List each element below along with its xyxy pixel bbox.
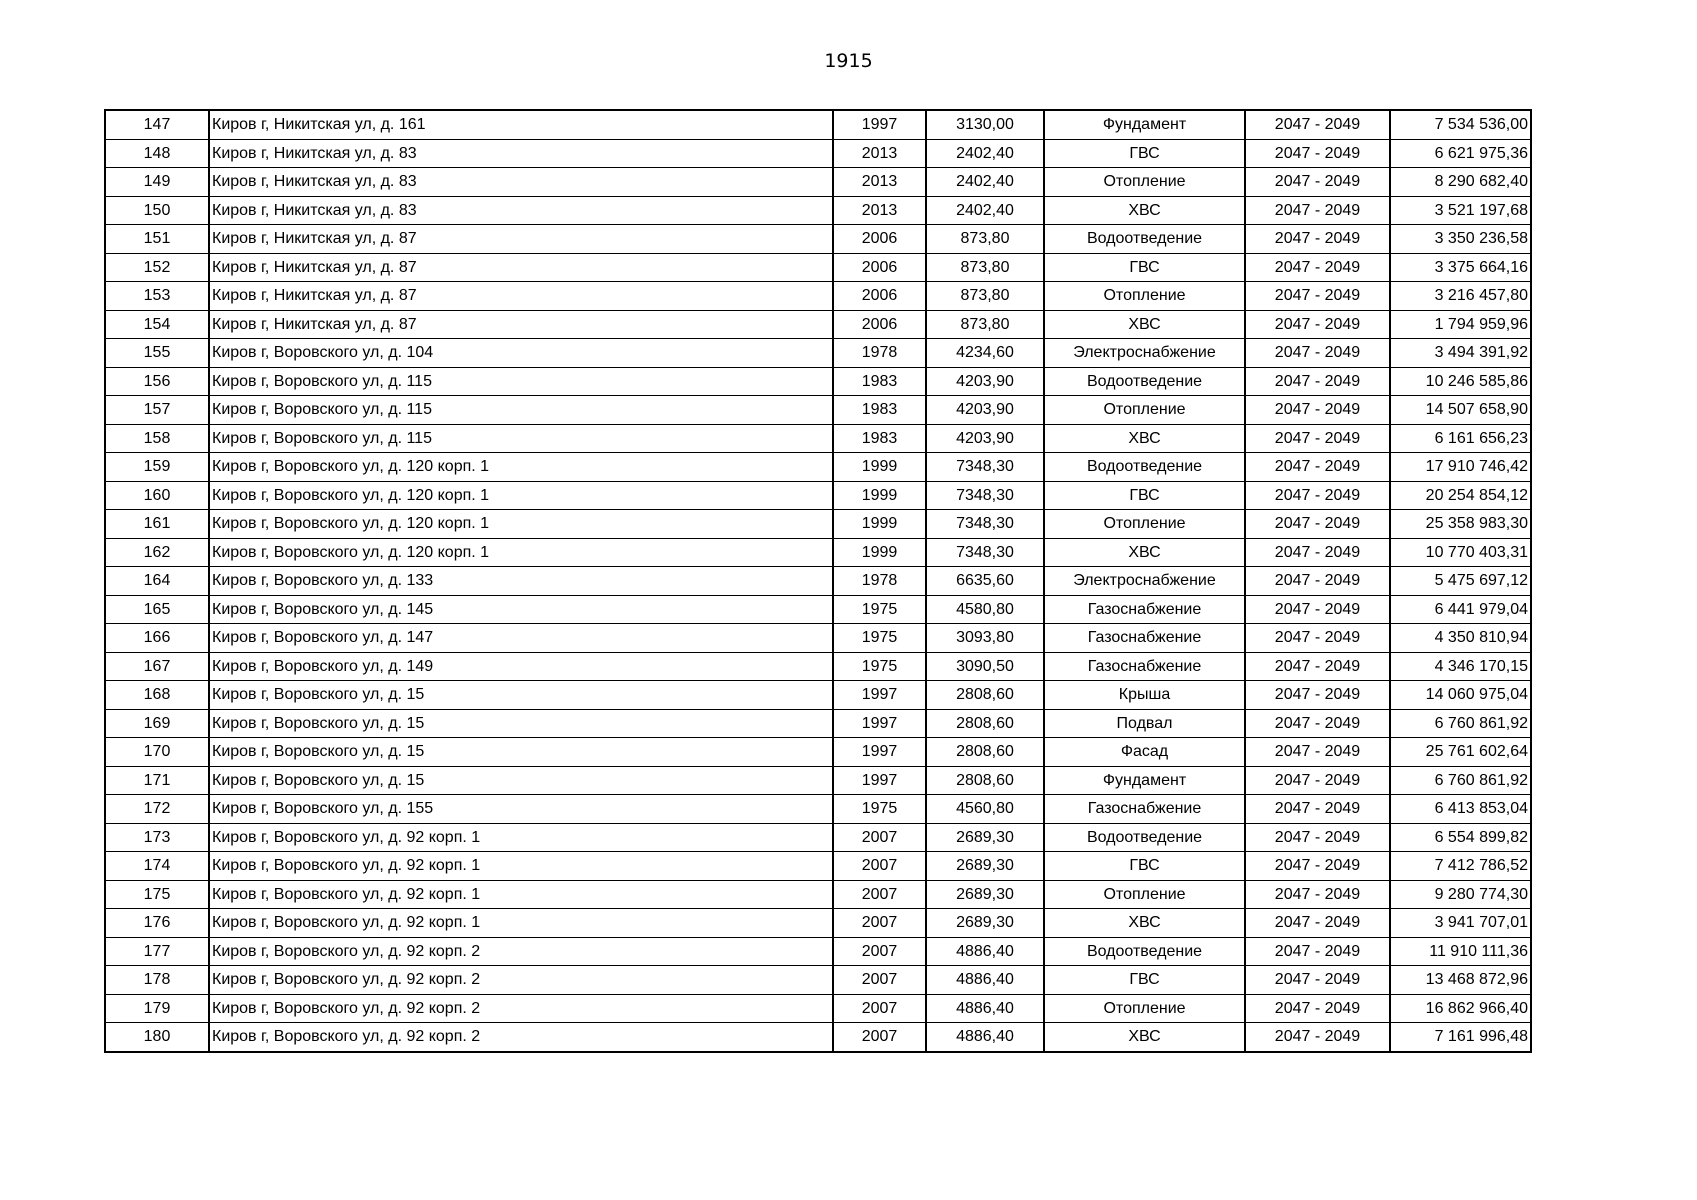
table-row — [105, 339, 1531, 368]
work-type-cell: Отопление — [1044, 880, 1245, 909]
work-type-cell: Водоотведение — [1044, 367, 1245, 396]
build-year-cell: 2007 — [833, 994, 926, 1023]
address-cell: Киров г, Воровского ул, д. 92 корп. 1 — [209, 852, 833, 881]
build-year-cell: 1999 — [833, 510, 926, 539]
row-number-cell: 169 — [105, 709, 209, 738]
work-type-cell: ГВС — [1044, 966, 1245, 995]
work-type-cell: Крыша — [1044, 681, 1245, 710]
work-type-cell: Фундамент — [1044, 110, 1245, 139]
area-cell: 2808,60 — [926, 766, 1044, 795]
work-type-cell: ГВС — [1044, 253, 1245, 282]
table-row — [105, 880, 1531, 909]
build-year-cell: 2013 — [833, 196, 926, 225]
address-cell: Киров г, Воровского ул, д. 92 корп. 2 — [209, 966, 833, 995]
work-type-cell: Водоотведение — [1044, 225, 1245, 254]
address-cell: Киров г, Никитская ул, д. 83 — [209, 139, 833, 168]
area-cell: 7348,30 — [926, 481, 1044, 510]
address-cell: Киров г, Воровского ул, д. 104 — [209, 339, 833, 368]
table-row — [105, 766, 1531, 795]
build-year-cell: 2007 — [833, 852, 926, 881]
work-type-cell: ХВС — [1044, 538, 1245, 567]
work-type-cell: Электроснабжение — [1044, 339, 1245, 368]
area-cell: 6635,60 — [926, 567, 1044, 596]
table-row — [105, 196, 1531, 225]
table-row — [105, 481, 1531, 510]
area-cell: 2808,60 — [926, 681, 1044, 710]
cost-cell: 11 910 111,36 — [1390, 937, 1531, 966]
period-cell: 2047 - 2049 — [1245, 937, 1390, 966]
build-year-cell: 2007 — [833, 966, 926, 995]
table-row — [105, 396, 1531, 425]
table-row — [105, 110, 1531, 139]
build-year-cell: 2007 — [833, 1023, 926, 1052]
address-cell: Киров г, Никитская ул, д. 83 — [209, 196, 833, 225]
area-cell: 4560,80 — [926, 795, 1044, 824]
cost-cell: 25 358 983,30 — [1390, 510, 1531, 539]
cost-cell: 4 346 170,15 — [1390, 652, 1531, 681]
cost-cell: 5 475 697,12 — [1390, 567, 1531, 596]
table-row — [105, 738, 1531, 767]
address-cell: Киров г, Никитская ул, д. 87 — [209, 282, 833, 311]
row-number-cell: 164 — [105, 567, 209, 596]
work-type-cell: Фундамент — [1044, 766, 1245, 795]
table-body — [105, 110, 1531, 1052]
period-cell: 2047 - 2049 — [1245, 510, 1390, 539]
address-cell: Киров г, Воровского ул, д. 120 корп. 1 — [209, 538, 833, 567]
period-cell: 2047 - 2049 — [1245, 168, 1390, 197]
work-type-cell: ГВС — [1044, 139, 1245, 168]
period-cell: 2047 - 2049 — [1245, 766, 1390, 795]
area-cell: 7348,30 — [926, 453, 1044, 482]
table-row — [105, 510, 1531, 539]
area-cell: 4886,40 — [926, 1023, 1044, 1052]
cost-cell: 3 375 664,16 — [1390, 253, 1531, 282]
build-year-cell: 1983 — [833, 367, 926, 396]
table-row — [105, 453, 1531, 482]
period-cell: 2047 - 2049 — [1245, 538, 1390, 567]
cost-cell: 10 770 403,31 — [1390, 538, 1531, 567]
build-year-cell: 1999 — [833, 538, 926, 567]
cost-cell: 20 254 854,12 — [1390, 481, 1531, 510]
table-row — [105, 282, 1531, 311]
address-cell: Киров г, Воровского ул, д. 92 корп. 2 — [209, 994, 833, 1023]
work-type-cell: Водоотведение — [1044, 937, 1245, 966]
table-row — [105, 139, 1531, 168]
address-cell: Киров г, Воровского ул, д. 115 — [209, 424, 833, 453]
cost-cell: 4 350 810,94 — [1390, 624, 1531, 653]
address-cell: Киров г, Воровского ул, д. 92 корп. 1 — [209, 823, 833, 852]
address-cell: Киров г, Воровского ул, д. 115 — [209, 396, 833, 425]
row-number-cell: 160 — [105, 481, 209, 510]
build-year-cell: 1975 — [833, 595, 926, 624]
work-type-cell: Отопление — [1044, 168, 1245, 197]
cost-cell: 3 521 197,68 — [1390, 196, 1531, 225]
area-cell: 2402,40 — [926, 139, 1044, 168]
row-number-cell: 153 — [105, 282, 209, 311]
area-cell: 2402,40 — [926, 196, 1044, 225]
row-number-cell: 161 — [105, 510, 209, 539]
table-row — [105, 168, 1531, 197]
work-type-cell: ГВС — [1044, 481, 1245, 510]
address-cell: Киров г, Воровского ул, д. 120 корп. 1 — [209, 510, 833, 539]
period-cell: 2047 - 2049 — [1245, 595, 1390, 624]
table-row — [105, 823, 1531, 852]
address-cell: Киров г, Воровского ул, д. 120 корп. 1 — [209, 453, 833, 482]
period-cell: 2047 - 2049 — [1245, 481, 1390, 510]
period-cell: 2047 - 2049 — [1245, 339, 1390, 368]
table-row — [105, 937, 1531, 966]
work-type-cell: Отопление — [1044, 510, 1245, 539]
capital-repair-table — [104, 109, 1532, 1053]
address-cell: Киров г, Воровского ул, д. 15 — [209, 766, 833, 795]
cost-cell: 14 507 658,90 — [1390, 396, 1531, 425]
period-cell: 2047 - 2049 — [1245, 966, 1390, 995]
row-number-cell: 168 — [105, 681, 209, 710]
period-cell: 2047 - 2049 — [1245, 909, 1390, 938]
table-row — [105, 253, 1531, 282]
row-number-cell: 154 — [105, 310, 209, 339]
period-cell: 2047 - 2049 — [1245, 795, 1390, 824]
area-cell: 4203,90 — [926, 424, 1044, 453]
page-number: 1915 — [824, 50, 873, 72]
build-year-cell: 1997 — [833, 738, 926, 767]
period-cell: 2047 - 2049 — [1245, 880, 1390, 909]
period-cell: 2047 - 2049 — [1245, 225, 1390, 254]
period-cell: 2047 - 2049 — [1245, 453, 1390, 482]
work-type-cell: Водоотведение — [1044, 453, 1245, 482]
table-row — [105, 367, 1531, 396]
address-cell: Киров г, Воровского ул, д. 155 — [209, 795, 833, 824]
cost-cell: 9 280 774,30 — [1390, 880, 1531, 909]
cost-cell: 1 794 959,96 — [1390, 310, 1531, 339]
cost-cell: 7 534 536,00 — [1390, 110, 1531, 139]
row-number-cell: 147 — [105, 110, 209, 139]
build-year-cell: 1997 — [833, 110, 926, 139]
area-cell: 2689,30 — [926, 909, 1044, 938]
build-year-cell: 1999 — [833, 453, 926, 482]
period-cell: 2047 - 2049 — [1245, 652, 1390, 681]
address-cell: Киров г, Воровского ул, д. 92 корп. 1 — [209, 909, 833, 938]
row-number-cell: 158 — [105, 424, 209, 453]
cost-cell: 10 246 585,86 — [1390, 367, 1531, 396]
area-cell: 3090,50 — [926, 652, 1044, 681]
work-type-cell: Отопление — [1044, 994, 1245, 1023]
period-cell: 2047 - 2049 — [1245, 738, 1390, 767]
address-cell: Киров г, Воровского ул, д. 15 — [209, 709, 833, 738]
row-number-cell: 178 — [105, 966, 209, 995]
cost-cell: 6 760 861,92 — [1390, 766, 1531, 795]
cost-cell: 7 161 996,48 — [1390, 1023, 1531, 1052]
address-cell: Киров г, Воровского ул, д. 120 корп. 1 — [209, 481, 833, 510]
address-cell: Киров г, Никитская ул, д. 87 — [209, 225, 833, 254]
work-type-cell: ХВС — [1044, 310, 1245, 339]
build-year-cell: 1983 — [833, 424, 926, 453]
address-cell: Киров г, Воровского ул, д. 15 — [209, 738, 833, 767]
row-number-cell: 162 — [105, 538, 209, 567]
row-number-cell: 165 — [105, 595, 209, 624]
row-number-cell: 172 — [105, 795, 209, 824]
period-cell: 2047 - 2049 — [1245, 823, 1390, 852]
period-cell: 2047 - 2049 — [1245, 567, 1390, 596]
table-row — [105, 852, 1531, 881]
work-type-cell: ХВС — [1044, 196, 1245, 225]
cost-cell: 6 621 975,36 — [1390, 139, 1531, 168]
work-type-cell: Отопление — [1044, 396, 1245, 425]
work-type-cell: Газоснабжение — [1044, 595, 1245, 624]
address-cell: Киров г, Никитская ул, д. 161 — [209, 110, 833, 139]
cost-cell: 8 290 682,40 — [1390, 168, 1531, 197]
area-cell: 3093,80 — [926, 624, 1044, 653]
area-cell: 2689,30 — [926, 823, 1044, 852]
table-row — [105, 538, 1531, 567]
table-row — [105, 1023, 1531, 1052]
row-number-cell: 176 — [105, 909, 209, 938]
address-cell: Киров г, Воровского ул, д. 92 корп. 1 — [209, 880, 833, 909]
address-cell: Киров г, Воровского ул, д. 92 корп. 2 — [209, 937, 833, 966]
area-cell: 2808,60 — [926, 709, 1044, 738]
build-year-cell: 2013 — [833, 139, 926, 168]
row-number-cell: 179 — [105, 994, 209, 1023]
work-type-cell: ГВС — [1044, 852, 1245, 881]
table-row — [105, 795, 1531, 824]
row-number-cell: 159 — [105, 453, 209, 482]
area-cell: 873,80 — [926, 225, 1044, 254]
build-year-cell: 2007 — [833, 823, 926, 852]
build-year-cell: 2006 — [833, 310, 926, 339]
cost-cell: 13 468 872,96 — [1390, 966, 1531, 995]
row-number-cell: 151 — [105, 225, 209, 254]
table-row — [105, 909, 1531, 938]
period-cell: 2047 - 2049 — [1245, 681, 1390, 710]
work-type-cell: Фасад — [1044, 738, 1245, 767]
address-cell: Киров г, Воровского ул, д. 145 — [209, 595, 833, 624]
work-type-cell: Водоотведение — [1044, 823, 1245, 852]
area-cell: 4234,60 — [926, 339, 1044, 368]
area-cell: 4203,90 — [926, 367, 1044, 396]
address-cell: Киров г, Никитская ул, д. 87 — [209, 253, 833, 282]
table-row — [105, 681, 1531, 710]
cost-cell: 25 761 602,64 — [1390, 738, 1531, 767]
row-number-cell: 174 — [105, 852, 209, 881]
address-cell: Киров г, Никитская ул, д. 83 — [209, 168, 833, 197]
area-cell: 7348,30 — [926, 538, 1044, 567]
area-cell: 4886,40 — [926, 994, 1044, 1023]
work-type-cell: ХВС — [1044, 909, 1245, 938]
cost-cell: 6 441 979,04 — [1390, 595, 1531, 624]
table-row — [105, 994, 1531, 1023]
row-number-cell: 150 — [105, 196, 209, 225]
table-row — [105, 652, 1531, 681]
period-cell: 2047 - 2049 — [1245, 1023, 1390, 1052]
table-row — [105, 966, 1531, 995]
period-cell: 2047 - 2049 — [1245, 253, 1390, 282]
build-year-cell: 1997 — [833, 709, 926, 738]
cost-cell: 3 494 391,92 — [1390, 339, 1531, 368]
period-cell: 2047 - 2049 — [1245, 110, 1390, 139]
period-cell: 2047 - 2049 — [1245, 396, 1390, 425]
cost-cell: 17 910 746,42 — [1390, 453, 1531, 482]
table-row — [105, 709, 1531, 738]
cost-cell: 3 216 457,80 — [1390, 282, 1531, 311]
period-cell: 2047 - 2049 — [1245, 624, 1390, 653]
build-year-cell: 2006 — [833, 225, 926, 254]
period-cell: 2047 - 2049 — [1245, 709, 1390, 738]
build-year-cell: 2007 — [833, 880, 926, 909]
row-number-cell: 167 — [105, 652, 209, 681]
address-cell: Киров г, Воровского ул, д. 115 — [209, 367, 833, 396]
address-cell: Киров г, Воровского ул, д. 15 — [209, 681, 833, 710]
work-type-cell: Газоснабжение — [1044, 624, 1245, 653]
work-type-cell: ХВС — [1044, 1023, 1245, 1052]
row-number-cell: 175 — [105, 880, 209, 909]
period-cell: 2047 - 2049 — [1245, 994, 1390, 1023]
build-year-cell: 1997 — [833, 681, 926, 710]
period-cell: 2047 - 2049 — [1245, 282, 1390, 311]
cost-cell: 6 760 861,92 — [1390, 709, 1531, 738]
address-cell: Киров г, Никитская ул, д. 87 — [209, 310, 833, 339]
area-cell: 873,80 — [926, 253, 1044, 282]
area-cell: 4886,40 — [926, 966, 1044, 995]
period-cell: 2047 - 2049 — [1245, 310, 1390, 339]
build-year-cell: 2007 — [833, 937, 926, 966]
period-cell: 2047 - 2049 — [1245, 139, 1390, 168]
area-cell: 2689,30 — [926, 852, 1044, 881]
table-row — [105, 310, 1531, 339]
build-year-cell: 2007 — [833, 909, 926, 938]
area-cell: 873,80 — [926, 282, 1044, 311]
area-cell: 4580,80 — [926, 595, 1044, 624]
row-number-cell: 157 — [105, 396, 209, 425]
address-cell: Киров г, Воровского ул, д. 149 — [209, 652, 833, 681]
row-number-cell: 155 — [105, 339, 209, 368]
table-row — [105, 424, 1531, 453]
cost-cell: 14 060 975,04 — [1390, 681, 1531, 710]
build-year-cell: 1983 — [833, 396, 926, 425]
build-year-cell: 1978 — [833, 339, 926, 368]
row-number-cell: 177 — [105, 937, 209, 966]
row-number-cell: 148 — [105, 139, 209, 168]
area-cell: 7348,30 — [926, 510, 1044, 539]
row-number-cell: 170 — [105, 738, 209, 767]
cost-cell: 7 412 786,52 — [1390, 852, 1531, 881]
work-type-cell: Подвал — [1044, 709, 1245, 738]
table-row — [105, 567, 1531, 596]
area-cell: 2402,40 — [926, 168, 1044, 197]
area-cell: 2689,30 — [926, 880, 1044, 909]
row-number-cell: 173 — [105, 823, 209, 852]
build-year-cell: 2006 — [833, 282, 926, 311]
cost-cell: 3 941 707,01 — [1390, 909, 1531, 938]
address-cell: Киров г, Воровского ул, д. 92 корп. 2 — [209, 1023, 833, 1052]
build-year-cell: 1975 — [833, 624, 926, 653]
row-number-cell: 166 — [105, 624, 209, 653]
row-number-cell: 152 — [105, 253, 209, 282]
build-year-cell: 2006 — [833, 253, 926, 282]
build-year-cell: 1997 — [833, 766, 926, 795]
table-row — [105, 624, 1531, 653]
build-year-cell: 1978 — [833, 567, 926, 596]
cost-cell: 6 161 656,23 — [1390, 424, 1531, 453]
work-type-cell: Газоснабжение — [1044, 795, 1245, 824]
cost-cell: 6 554 899,82 — [1390, 823, 1531, 852]
cost-cell: 16 862 966,40 — [1390, 994, 1531, 1023]
table-row — [105, 595, 1531, 624]
area-cell: 873,80 — [926, 310, 1044, 339]
build-year-cell: 2013 — [833, 168, 926, 197]
table-row — [105, 225, 1531, 254]
address-cell: Киров г, Воровского ул, д. 133 — [209, 567, 833, 596]
cost-cell: 3 350 236,58 — [1390, 225, 1531, 254]
row-number-cell: 149 — [105, 168, 209, 197]
work-type-cell: Электроснабжение — [1044, 567, 1245, 596]
period-cell: 2047 - 2049 — [1245, 424, 1390, 453]
build-year-cell: 1999 — [833, 481, 926, 510]
row-number-cell: 171 — [105, 766, 209, 795]
work-type-cell: Отопление — [1044, 282, 1245, 311]
address-cell: Киров г, Воровского ул, д. 147 — [209, 624, 833, 653]
area-cell: 4203,90 — [926, 396, 1044, 425]
build-year-cell: 1975 — [833, 795, 926, 824]
area-cell: 3130,00 — [926, 110, 1044, 139]
area-cell: 4886,40 — [926, 937, 1044, 966]
period-cell: 2047 - 2049 — [1245, 852, 1390, 881]
area-cell: 2808,60 — [926, 738, 1044, 767]
work-type-cell: ХВС — [1044, 424, 1245, 453]
row-number-cell: 156 — [105, 367, 209, 396]
period-cell: 2047 - 2049 — [1245, 367, 1390, 396]
build-year-cell: 1975 — [833, 652, 926, 681]
work-type-cell: Газоснабжение — [1044, 652, 1245, 681]
period-cell: 2047 - 2049 — [1245, 196, 1390, 225]
cost-cell: 6 413 853,04 — [1390, 795, 1531, 824]
row-number-cell: 180 — [105, 1023, 209, 1052]
